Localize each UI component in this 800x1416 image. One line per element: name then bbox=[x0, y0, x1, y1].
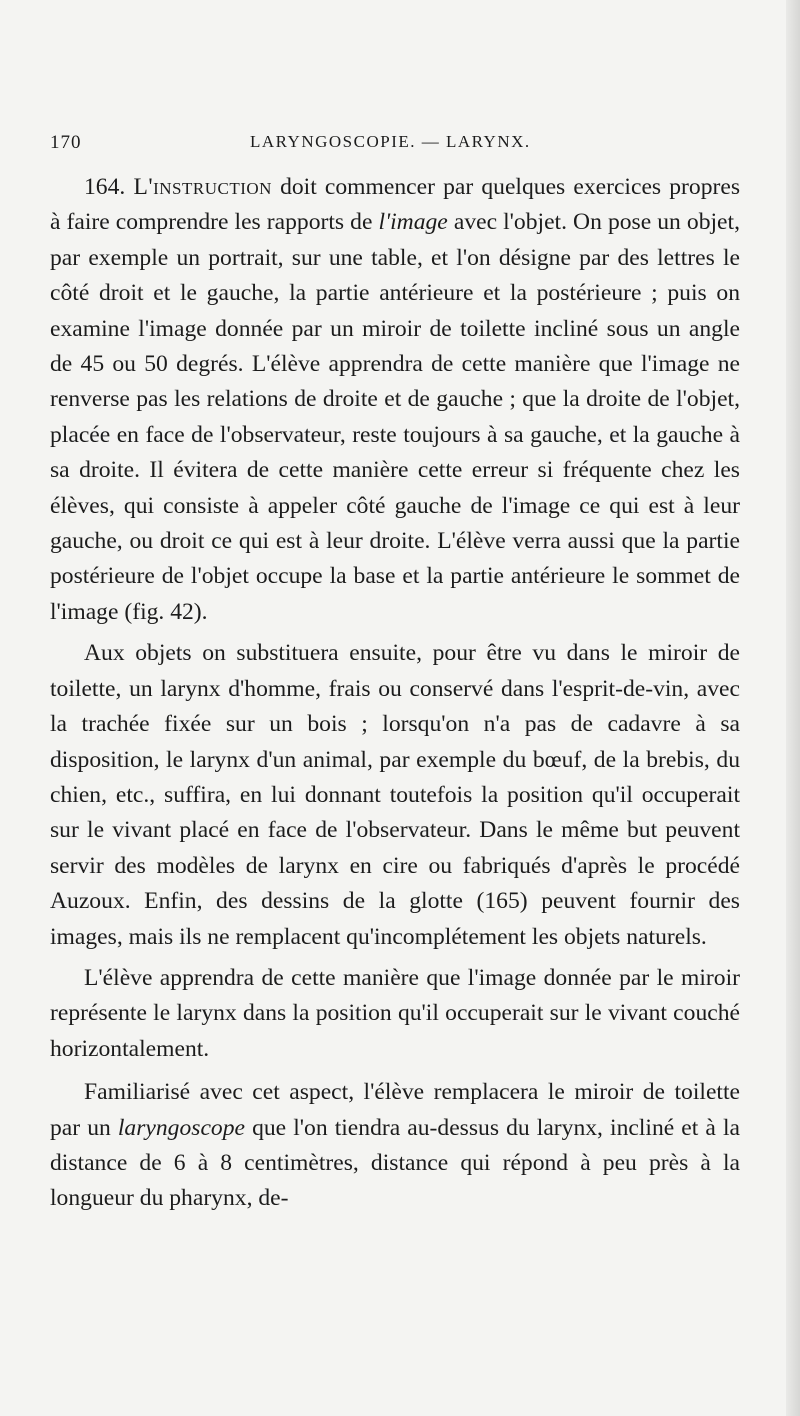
paragraph-text: Familiarisé avec cet aspect, l'élève remplacera le miroir de toilette par un bbox=[50, 1079, 740, 1141]
page-number: 170 bbox=[50, 132, 82, 153]
emphasis-text: l'image bbox=[378, 209, 448, 236]
running-head: LARYNGOSCOPIE. — LARYNX. bbox=[250, 132, 531, 151]
page-header bbox=[50, 132, 740, 156]
paragraph-164 bbox=[50, 170, 740, 630]
page-edge bbox=[786, 0, 800, 1416]
paragraph: L'élève apprendra de cette manière que l'image donnée par le miroir représente le larynx dans la position qu'il occuperait sur le vivant couché horizontalement. bbox=[50, 964, 740, 1062]
emphasis-text: laryngoscope bbox=[117, 1114, 245, 1141]
paragraph: Aux objets on substituera ensuite, pour être vu dans le miroir de toilette, un larynx d'homme, frais ou conservé dans l'esprit-de-vin, avec la trachée fixée sur un bois ; lorsqu'on n'a pas de cadavre à sa disposition, le larynx d'un animal, par exemple du bœuf, de la brebis, du chien, etc., suffira, en lui donnant toutefois la position qu'il occuperait sur le vivant placé en face de l'observateur. Dans le même but peuvent servir des modèles de larynx en cire ou fabriqués d'après le procédé Auzoux. Enfin, des dessins de la glotte (165) peuvent fournir des images, mais ils ne remplacent qu'incomplétement les objets naturels. bbox=[50, 640, 740, 950]
paragraph-text: que l'on tiendra au-dessus du larynx, incliné et à la distance de 6 à 8 centimètres, distance qui répond à peu près à la longueur du pharynx, de- bbox=[50, 1114, 740, 1212]
page-body bbox=[50, 170, 740, 1217]
paragraph bbox=[50, 1075, 740, 1217]
paragraph-text: doit commencer par quelques exercices propres à faire comprendre les rapports de bbox=[50, 174, 740, 236]
paragraph-text: avec l'objet. On pose un objet, par exemple un portrait, sur une table, et l'on désigne par des lettres le côté droit et le gauche, la partie antérieure et la postérieure ; puis on examine l'image donnée par un miroir de toilette incliné sous un angle de 45 ou 50 degrés. L'élève apprendra de cette manière que l'image ne renverse pas les relations de droite et de gauche ; que la droite de l'objet, placée en face de l'observateur, reste toujours à sa gauche, et la gauche à sa droite. Il évitera de cette manière cette erreur si fréquente chez les élèves, qui consiste à appeler côté gauche de l'image ce qui est à leur gauche, ou droit ce qui est à leur droite. L'élève verra aussi que la partie postérieure de l'objet occupe la base et la partie antérieure le sommet de l'image (fig. 42). bbox=[50, 209, 740, 625]
section-number: 164. bbox=[84, 174, 126, 200]
section-heading: L'instruction bbox=[133, 174, 272, 200]
